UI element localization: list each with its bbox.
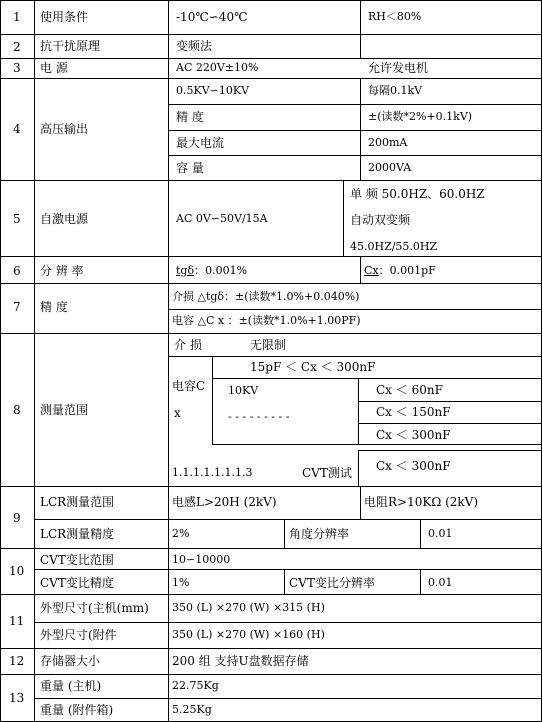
loss-range-label: 介 损 [174, 338, 202, 352]
row-label: 测量范围 [40, 403, 89, 417]
lcr-accuracy-label: LCR测量精度 [40, 527, 115, 541]
row-number: 13 [9, 691, 25, 705]
capacitance-range: 15pF ＜ Cx ＜ 300nF [250, 360, 376, 374]
hv-range: 0.5KV∽10KV [176, 84, 250, 97]
lcr-range-label: LCR测量范围 [40, 495, 115, 509]
cvt-ratio-range-label: CVT变比范围 [40, 553, 114, 567]
row-number: 8 [13, 403, 21, 417]
hv-accuracy-label: 精 度 [176, 110, 204, 124]
interference-method: 变频法 [176, 39, 213, 53]
loss-accuracy: 介损 △tgδ：±(读数*1.0%+0.040%) [172, 290, 360, 303]
capacity-value: 2000VA [368, 161, 412, 174]
lcr-accuracy-value: 2% [172, 527, 190, 540]
row-number: 12 [9, 654, 25, 668]
self-excited-output: AC 0V∽50V/15A [176, 212, 268, 225]
row-label: 电 源 [40, 61, 68, 75]
host-dimensions-value: 350 (L) ×270 (W) ×315 (H) [172, 601, 325, 614]
row-label: 精 度 [40, 300, 68, 314]
cvt-ratio-resolution-label: CVT变比分辨率 [289, 576, 375, 590]
cvt-capacitance-limit: Cx ＜ 300nF [376, 459, 451, 473]
row-label: 存储器大小 [40, 654, 101, 668]
row-number: 10 [9, 564, 25, 578]
max-current-label: 最大电流 [176, 136, 225, 150]
row-label: 分 辨 率 [40, 264, 84, 278]
cx-resolution [364, 264, 436, 278]
row-number: 11 [9, 614, 25, 628]
row-number: 7 [13, 300, 21, 314]
tg-resolution [176, 264, 247, 278]
operating-humidity: RH＜80% [368, 10, 422, 23]
tg-resolution-value: ：0.001% [194, 264, 248, 277]
single-frequency: 单 频 50.0HZ、60.0HZ [350, 187, 485, 201]
row-label: 自激电源 [40, 212, 89, 226]
power-supply: AC 220V±10% [176, 61, 259, 74]
max-current-value: 200mA [368, 136, 408, 149]
angle-resolution-value: 0.01 [428, 527, 453, 540]
row-number: 2 [13, 40, 21, 54]
cvt-ratio-accuracy-value: 1% [172, 576, 190, 589]
capacitance-limit-150: Cx ＜ 150nF [376, 405, 451, 419]
cvt-test-label: CVT测试 [302, 466, 352, 480]
hv-step: 每隔0.1kV [368, 84, 423, 97]
sequence-number: 1.1.1.1.1.1.1.3 [172, 466, 253, 479]
capacitance-limit-60: Cx ＜ 60nF [376, 383, 443, 397]
inductance-range: 电感L>20H (2kV) [172, 495, 277, 509]
cvt-ratio-resolution-value: 0.01 [428, 576, 453, 589]
accessory-dimensions-label: 外型尺寸(附件 [40, 628, 117, 642]
row-label: 抗干扰原理 [40, 39, 101, 53]
row-label: 使用条件 [40, 10, 89, 24]
accessory-dimensions-value: 350 (L) ×270 (W) ×160 (H) [172, 628, 325, 641]
capacitance-label-sub: x [174, 406, 181, 420]
dual-frequency-label: 自动双变频 [350, 213, 411, 227]
loss-range-value: 无限制 [250, 338, 287, 352]
voltage-10kv: 10KV [228, 384, 259, 397]
host-weight-value: 22.75Kg [172, 679, 219, 692]
operating-temperature: -10℃∽40℃ [176, 10, 248, 24]
row-number: 9 [13, 511, 21, 525]
host-weight-label: 重量 (主机) [40, 679, 102, 693]
hv-accuracy-value: ±(读数*2%+0.1kV) [368, 110, 473, 123]
row-number: 1 [13, 10, 21, 24]
row-label: 高压输出 [40, 122, 89, 136]
accessory-weight-value: 5.25Kg [172, 703, 212, 716]
dual-frequency-values: 45.0HZ/55.0HZ [350, 240, 438, 253]
row-number: 4 [13, 122, 21, 136]
row-number: 5 [13, 212, 21, 226]
storage-capacity: 200 组 支持U盘数据存储 [172, 654, 309, 668]
capacitance-label: 电容C [172, 379, 206, 393]
capacitance-accuracy: 电容 △C x ：±(读数*1.0%+1.00PF) [172, 314, 361, 327]
row-number: 6 [13, 264, 21, 278]
capacity-label: 容 量 [176, 161, 204, 175]
cx-resolution-value: ：0.001pF [378, 264, 436, 277]
cvt-ratio-range-value: 10∽10000 [172, 553, 231, 566]
cvt-ratio-accuracy-label: CVT变比精度 [40, 576, 114, 590]
angle-resolution-label: 角度分辨率 [289, 527, 350, 541]
dashed-placeholder: - - - - - - - - - [228, 410, 290, 423]
accessory-weight-label: 重量 (附件箱) [40, 703, 114, 717]
generator-note: 允许发电机 [368, 61, 429, 75]
capacitance-limit-300: Cx ＜ 300nF [376, 428, 451, 442]
row-number: 3 [13, 61, 21, 75]
cx-symbol: Cx [364, 264, 379, 277]
host-dimensions-label: 外型尺寸(主机(mm) [40, 601, 149, 615]
tg-delta-symbol: tgδ [176, 264, 195, 277]
resistance-range: 电阻R>10KΩ (2kV) [364, 495, 479, 509]
